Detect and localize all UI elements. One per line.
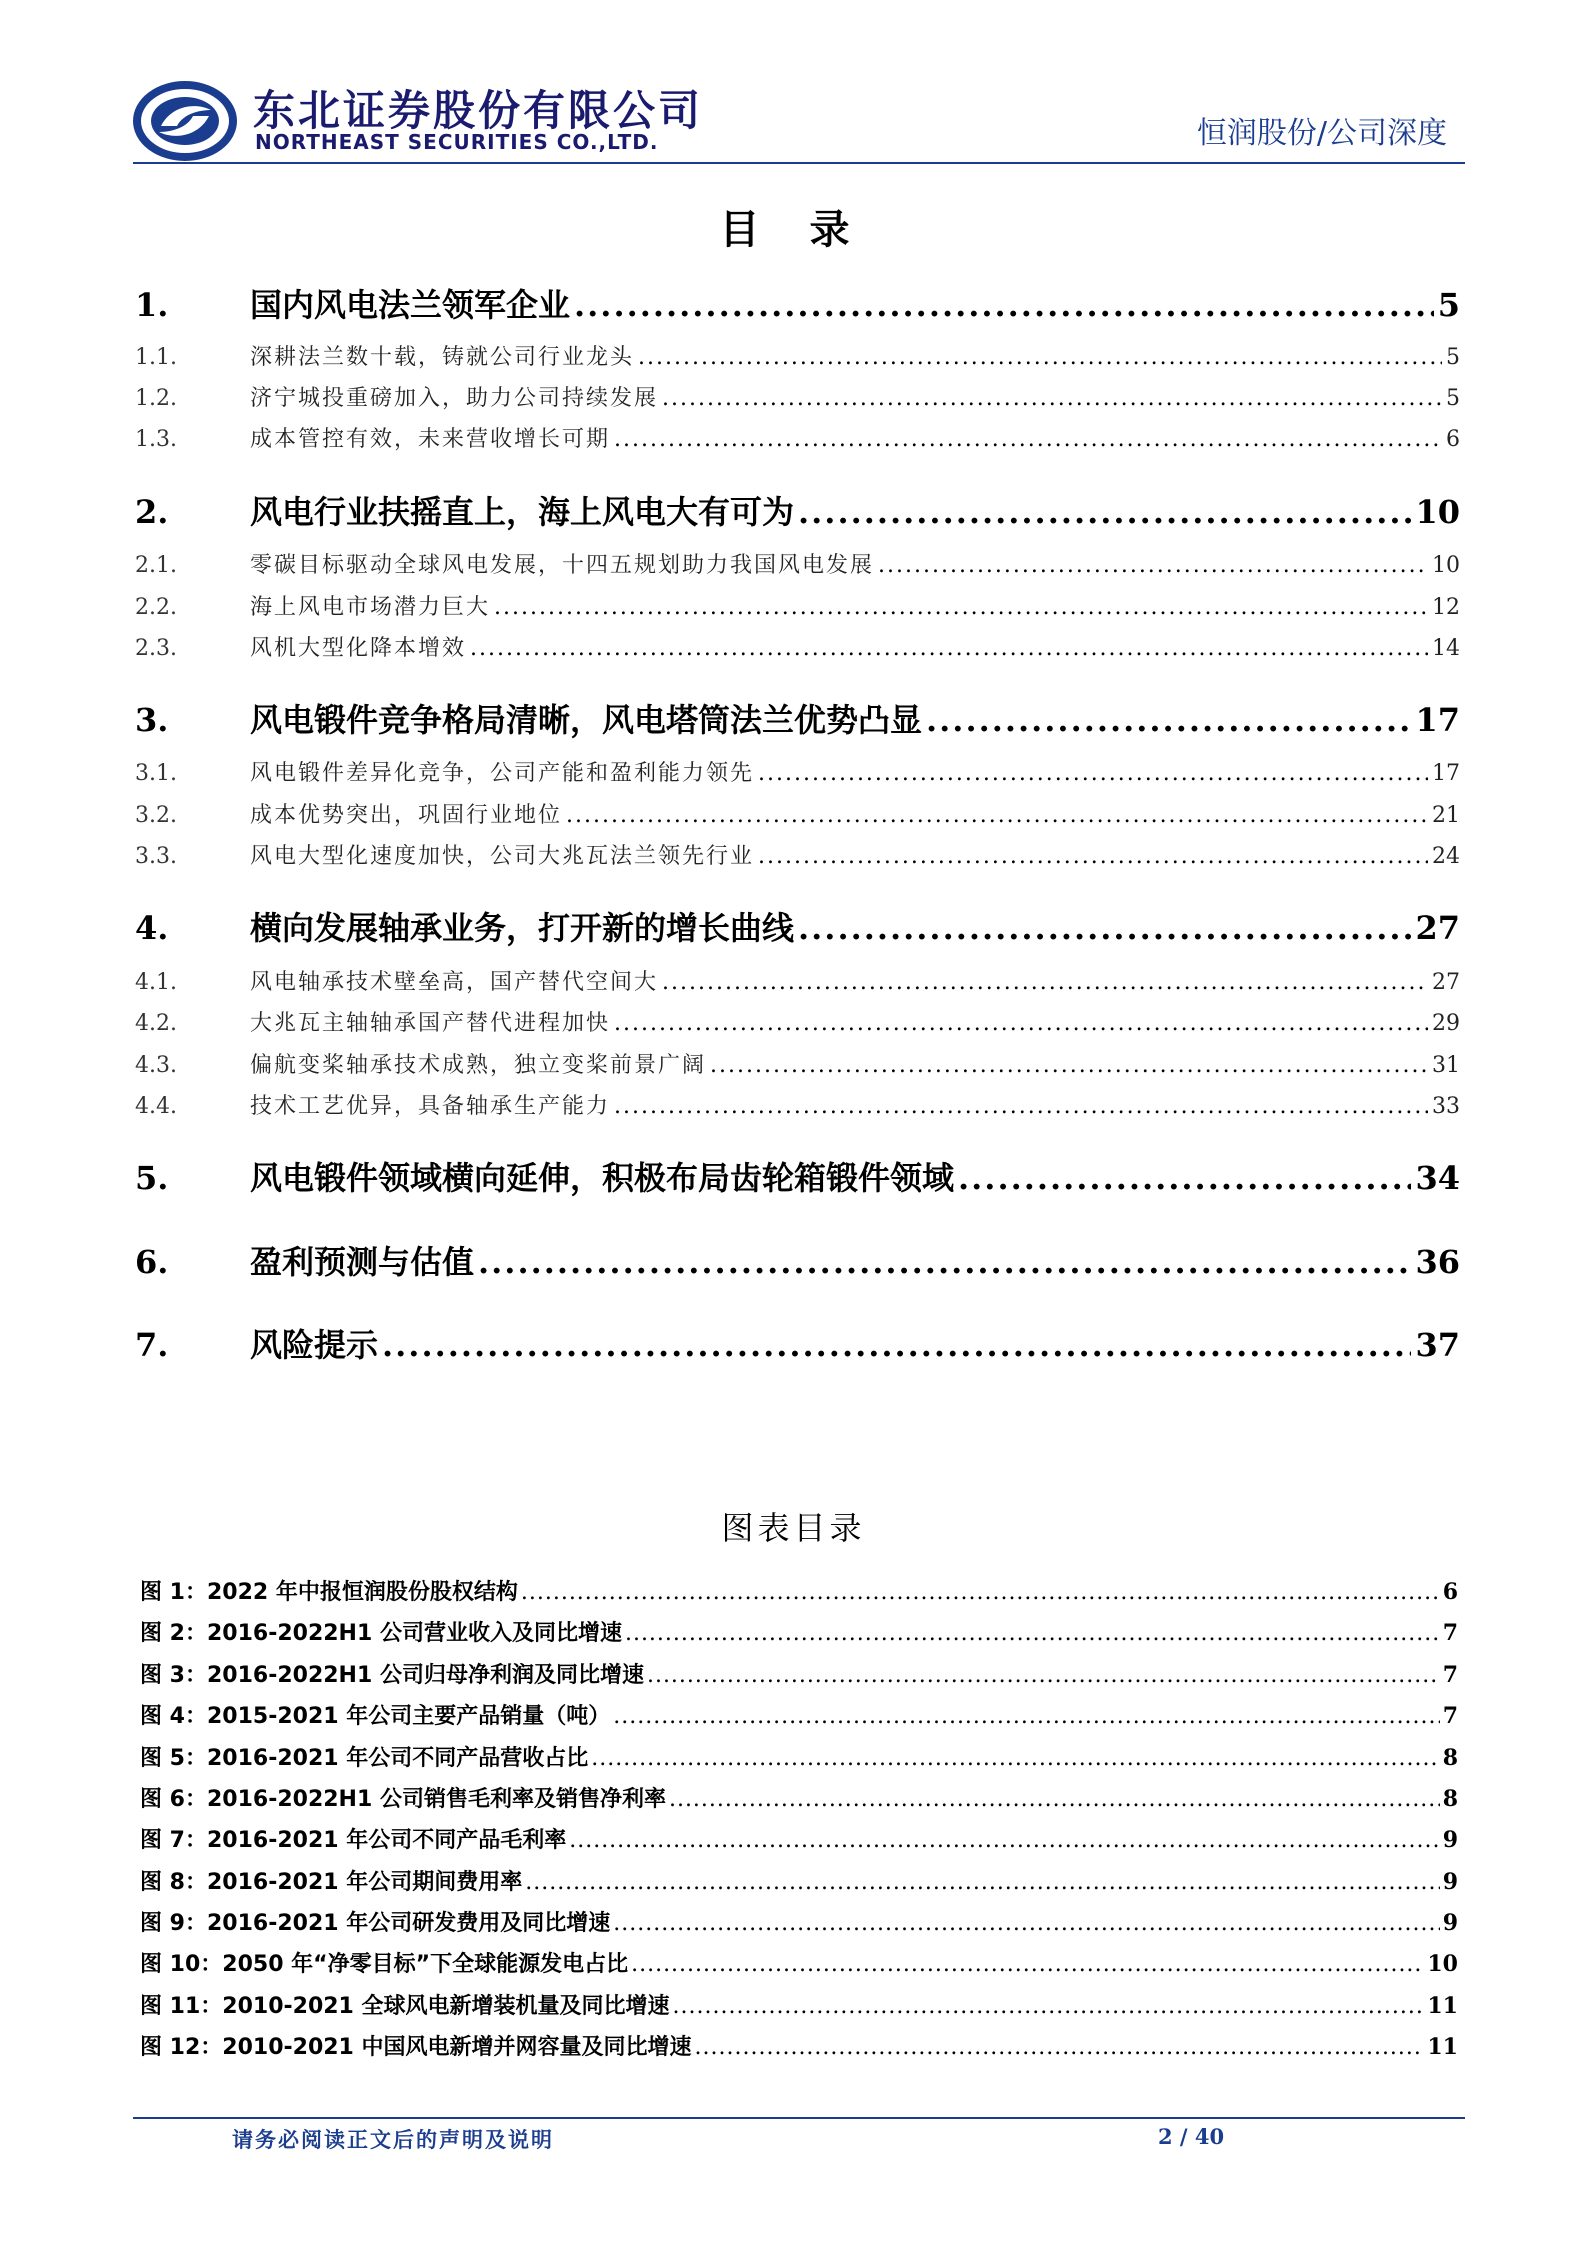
figure-entry-page: 7 bbox=[1442, 1703, 1458, 1729]
figure-entry-label: 图 2：2016-2022H1 公司营业收入及同比增速 bbox=[140, 1621, 622, 1646]
toc-entry-page: 14 bbox=[1432, 636, 1460, 661]
figure-entry[interactable] bbox=[140, 1989, 1458, 2020]
page-header bbox=[133, 72, 1465, 162]
dot-leader bbox=[569, 1828, 1439, 1853]
toc-entry-page: 27 bbox=[1415, 909, 1460, 947]
toc-entry-label: 风机大型化降本增效 bbox=[250, 636, 467, 661]
dot-leader bbox=[478, 1243, 1411, 1281]
figure-entry[interactable] bbox=[140, 1906, 1458, 1937]
toc-entry[interactable] bbox=[135, 280, 1460, 326]
toc-entry-label: 偏航变桨轴承技术成熟，独立变桨前景广阔 bbox=[250, 1053, 707, 1078]
figure-entry-label: 图 4：2015-2021 年公司主要产品销量（吨） bbox=[140, 1704, 611, 1729]
toc-entry-number: 7. bbox=[135, 1326, 169, 1364]
dot-leader bbox=[625, 1621, 1440, 1646]
figure-entry-page: 7 bbox=[1442, 1620, 1458, 1646]
toc-entry-number: 3.2. bbox=[135, 803, 177, 828]
toc-entry-page: 10 bbox=[1415, 493, 1460, 531]
toc-entry-label: 海上风电市场潜力巨大 bbox=[250, 595, 491, 620]
dot-leader bbox=[958, 1159, 1411, 1197]
toc-entry[interactable] bbox=[135, 1153, 1460, 1199]
dot-leader bbox=[669, 1787, 1440, 1812]
toc-entry[interactable] bbox=[135, 631, 1460, 662]
toc-entry[interactable] bbox=[135, 756, 1460, 787]
toc-entry-page: 29 bbox=[1432, 1011, 1460, 1036]
toc-entry-number: 2.3. bbox=[135, 636, 177, 661]
dot-leader bbox=[614, 427, 1442, 452]
dot-leader bbox=[614, 1011, 1428, 1036]
figure-entry-label: 图 12：2010-2021 中国风电新增并网容量及同比增速 bbox=[140, 2035, 692, 2060]
dot-leader bbox=[574, 286, 1434, 324]
figure-entry[interactable] bbox=[140, 1865, 1458, 1896]
figure-entry[interactable] bbox=[140, 1658, 1458, 1689]
dot-leader bbox=[710, 1053, 1428, 1078]
dot-leader bbox=[382, 1326, 1411, 1364]
dot-leader bbox=[525, 1870, 1439, 1895]
toc-entry-label: 风电锻件差异化竞争，公司产能和盈利能力领先 bbox=[250, 761, 755, 786]
dot-leader bbox=[638, 345, 1442, 370]
dot-leader bbox=[470, 636, 1428, 661]
toc-entry[interactable] bbox=[135, 590, 1460, 621]
toc-entry-number: 4.4. bbox=[135, 1094, 177, 1119]
figure-entry-page: 8 bbox=[1442, 1745, 1458, 1771]
figure-entry-label: 图 5：2016-2021 年公司不同产品营收占比 bbox=[140, 1746, 589, 1771]
figure-entry-page: 10 bbox=[1427, 1951, 1458, 1977]
footer-disclaimer: 请务必阅读正文后的声明及说明 bbox=[232, 2128, 554, 2152]
dot-leader bbox=[695, 2035, 1425, 2060]
dot-leader bbox=[926, 701, 1411, 739]
dot-leader bbox=[591, 1746, 1439, 1771]
toc-entry-number: 3.3. bbox=[135, 844, 177, 869]
dot-leader bbox=[662, 970, 1428, 995]
dot-leader bbox=[662, 386, 1442, 411]
toc-entry-number: 1. bbox=[135, 286, 169, 324]
toc-entry-page: 5 bbox=[1437, 286, 1460, 324]
toc-entry-page: 6 bbox=[1446, 427, 1460, 452]
toc-entry-number: 1.1. bbox=[135, 345, 177, 370]
figure-entry[interactable] bbox=[140, 1782, 1458, 1813]
report-tag: 恒润股份/公司深度 bbox=[1196, 116, 1447, 151]
toc-entry-label: 风电锻件领域横向延伸，积极布局齿轮箱锻件领域 bbox=[250, 1159, 955, 1197]
toc-entry[interactable] bbox=[135, 1048, 1460, 1079]
figure-entry-page: 9 bbox=[1442, 1910, 1458, 1936]
toc-entry[interactable] bbox=[135, 1089, 1460, 1120]
figure-entry-label: 图 9：2016-2021 年公司研发费用及同比增速 bbox=[140, 1911, 611, 1936]
dot-leader bbox=[798, 909, 1411, 947]
figure-entry-label: 图 3：2016-2022H1 公司归母净利润及同比增速 bbox=[140, 1663, 644, 1688]
toc-entry-number: 1.3. bbox=[135, 427, 177, 452]
toc-entry[interactable] bbox=[135, 422, 1460, 453]
figure-list-title: 图表目录 bbox=[721, 1509, 866, 1547]
figure-entry-label: 图 6：2016-2022H1 公司销售毛利率及销售净利率 bbox=[140, 1787, 666, 1812]
company-name-cn: 东北证券股份有限公司 bbox=[253, 86, 704, 135]
toc-entry-label: 风险提示 bbox=[250, 1326, 379, 1364]
toc-entry-number: 3. bbox=[135, 701, 169, 739]
figure-entry-label: 图 11：2010-2021 全球风电新增装机量及同比增速 bbox=[140, 1994, 670, 2019]
figure-entry-label: 图 8：2016-2021 年公司期间费用率 bbox=[140, 1870, 523, 1895]
footer-divider bbox=[133, 2117, 1465, 2119]
toc-entry-page: 33 bbox=[1432, 1094, 1460, 1119]
header-divider bbox=[133, 162, 1465, 164]
toc-entry-label: 国内风电法兰领军企业 bbox=[250, 286, 571, 324]
toc-entry-page: 12 bbox=[1432, 595, 1460, 620]
toc-entry-page: 34 bbox=[1415, 1159, 1460, 1197]
toc-entry-page: 5 bbox=[1446, 386, 1460, 411]
toc-entry-number: 1.2. bbox=[135, 386, 177, 411]
dot-leader bbox=[613, 1911, 1439, 1936]
toc-entry-number: 3.1. bbox=[135, 761, 177, 786]
dot-leader bbox=[566, 803, 1428, 828]
toc-entry-label: 风电大型化速度加快，公司大兆瓦法兰领先行业 bbox=[250, 844, 755, 869]
figure-entry-page: 9 bbox=[1442, 1827, 1458, 1853]
company-name-en: NORTHEAST SECURITIES CO.,LTD. bbox=[255, 130, 659, 154]
toc-entry[interactable] bbox=[135, 798, 1460, 829]
toc-title: 目 录 bbox=[719, 207, 868, 253]
toc-entry-label: 风电行业扶摇直上，海上风电大有可为 bbox=[250, 493, 795, 531]
toc-entry-page: 17 bbox=[1432, 761, 1460, 786]
figure-entry[interactable] bbox=[140, 1616, 1458, 1647]
toc-entry-label: 盈利预测与估值 bbox=[250, 1243, 475, 1281]
dot-leader bbox=[521, 1580, 1440, 1605]
dot-leader bbox=[758, 844, 1428, 869]
toc-entry[interactable] bbox=[135, 1006, 1460, 1037]
figure-entry[interactable] bbox=[140, 1741, 1458, 1772]
figure-entry-page: 8 bbox=[1442, 1786, 1458, 1812]
toc-entry-number: 2.1. bbox=[135, 553, 177, 578]
toc-entry[interactable] bbox=[135, 1237, 1460, 1283]
figure-entry-page: 11 bbox=[1427, 2034, 1458, 2060]
dot-leader bbox=[673, 1994, 1425, 2019]
toc-entry-number: 2.2. bbox=[135, 595, 177, 620]
figure-entry-page: 9 bbox=[1442, 1869, 1458, 1895]
figure-entry[interactable] bbox=[140, 2030, 1458, 2061]
toc-entry-number: 5. bbox=[135, 1159, 169, 1197]
page-number: 2 / 40 bbox=[1158, 2124, 1225, 2149]
toc-entry-number: 4. bbox=[135, 909, 169, 947]
figure-entry-label: 图 10：2050 年“净零目标”下全球能源发电占比 bbox=[140, 1952, 629, 1977]
dot-leader bbox=[647, 1663, 1440, 1688]
dot-leader bbox=[798, 493, 1411, 531]
toc-entry-page: 37 bbox=[1415, 1326, 1460, 1364]
toc-entry-label: 零碳目标驱动全球风电发展，十四五规划助力我国风电发展 bbox=[250, 553, 875, 578]
toc-entry-page: 21 bbox=[1432, 803, 1460, 828]
figure-entry-page: 7 bbox=[1442, 1662, 1458, 1688]
dot-leader bbox=[613, 1704, 1439, 1729]
toc-entry-number: 4.1. bbox=[135, 970, 177, 995]
toc-entry-page: 31 bbox=[1432, 1053, 1460, 1078]
toc-entry-label: 成本管控有效，未来营收增长可期 bbox=[250, 427, 611, 452]
toc-entry-label: 成本优势突出，巩固行业地位 bbox=[250, 803, 563, 828]
toc-entry[interactable] bbox=[135, 340, 1460, 371]
toc-entry-page: 27 bbox=[1432, 970, 1460, 995]
figure-entry[interactable] bbox=[140, 1823, 1458, 1854]
toc-entry-label: 济宁城投重磅加入，助力公司持续发展 bbox=[250, 386, 659, 411]
dot-leader bbox=[758, 761, 1428, 786]
toc-entry-page: 10 bbox=[1432, 553, 1460, 578]
dot-leader bbox=[878, 553, 1428, 578]
toc-entry[interactable] bbox=[135, 839, 1460, 870]
toc-entry-label: 风电轴承技术壁垒高，国产替代空间大 bbox=[250, 970, 659, 995]
toc-entry-number: 2. bbox=[135, 493, 169, 531]
figure-entry[interactable] bbox=[140, 1575, 1458, 1606]
toc-entry[interactable] bbox=[135, 548, 1460, 579]
toc-entry[interactable] bbox=[135, 381, 1460, 412]
dot-leader bbox=[631, 1952, 1424, 1977]
toc-entry[interactable] bbox=[135, 1320, 1460, 1366]
figure-entry-page: 11 bbox=[1427, 1993, 1458, 2019]
toc-entry-page: 5 bbox=[1446, 345, 1460, 370]
northeast-securities-logo-icon bbox=[133, 80, 243, 162]
toc-entry-label: 横向发展轴承业务，打开新的增长曲线 bbox=[250, 909, 795, 947]
toc-entry-page: 36 bbox=[1415, 1243, 1460, 1281]
figure-entry[interactable] bbox=[140, 1699, 1458, 1730]
toc-entry[interactable] bbox=[135, 903, 1460, 949]
toc-entry-number: 4.2. bbox=[135, 1011, 177, 1036]
toc-entry-page: 17 bbox=[1415, 701, 1460, 739]
toc-entry[interactable] bbox=[135, 695, 1460, 741]
figure-entry-page: 6 bbox=[1442, 1579, 1458, 1605]
toc-entry-label: 深耕法兰数十载，铸就公司行业龙头 bbox=[250, 345, 635, 370]
dot-leader bbox=[494, 595, 1428, 620]
toc-entry[interactable] bbox=[135, 487, 1460, 533]
toc-entry[interactable] bbox=[135, 965, 1460, 996]
dot-leader bbox=[614, 1094, 1428, 1119]
figure-entry-label: 图 7：2016-2021 年公司不同产品毛利率 bbox=[140, 1828, 567, 1853]
toc-entry-label: 技术工艺优异，具备轴承生产能力 bbox=[250, 1094, 611, 1119]
toc-entry-label: 大兆瓦主轴轴承国产替代进程加快 bbox=[250, 1011, 611, 1036]
toc-entry-number: 4.3. bbox=[135, 1053, 177, 1078]
toc-entry-page: 24 bbox=[1432, 844, 1460, 869]
toc-entry-label: 风电锻件竞争格局清晰，风电塔筒法兰优势凸显 bbox=[250, 701, 923, 739]
figure-entry[interactable] bbox=[140, 1947, 1458, 1978]
figure-entry-label: 图 1：2022 年中报恒润股份股权结构 bbox=[140, 1580, 518, 1605]
toc-entry-number: 6. bbox=[135, 1243, 169, 1281]
